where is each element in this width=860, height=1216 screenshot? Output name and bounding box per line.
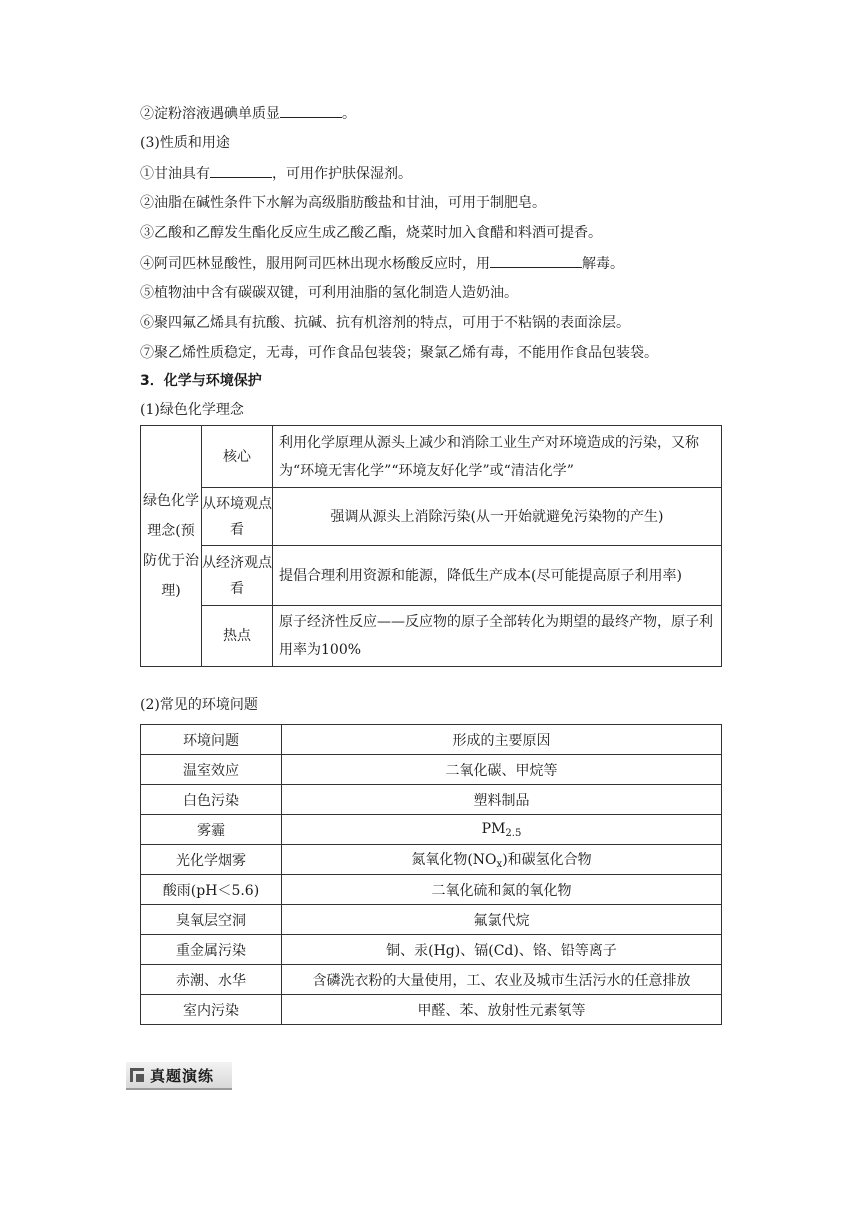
line-ptfe: ⑥聚四氟乙烯具有抗酸、抗碱、抗有机溶剂的特点，可用于不粘锅的表面涂层。 — [140, 315, 630, 331]
text: ①甘油具有 — [140, 166, 210, 182]
cause-cell: 塑料制品 — [282, 785, 722, 815]
row-value: 原子经济性反应——反应物的原子全部转化为期望的最终产物，原子利用率为100% — [273, 606, 722, 667]
row-key: 核心 — [202, 426, 273, 488]
problem-cell: 雾霾 — [141, 815, 282, 845]
text: 解毒。 — [582, 256, 624, 272]
text: 。 — [342, 106, 356, 122]
answer-blank[interactable] — [490, 253, 582, 268]
answer-blank[interactable] — [210, 163, 272, 178]
answer-blank[interactable] — [280, 103, 342, 118]
line-saponification: ②油脂在碱性条件下水解为高级脂肪酸盐和甘油，可用于制肥皂。 — [140, 195, 546, 211]
row-key: 热点 — [202, 606, 273, 667]
header-problem: 环境问题 — [141, 725, 282, 755]
text: ④阿司匹林显酸性，服用阿司匹林出现水杨酸反应时，用 — [140, 256, 490, 272]
subheading-green-chemistry: (1)绿色化学理念 — [140, 402, 244, 418]
cause-text: 氮氧化物(NO — [411, 852, 497, 868]
table-row — [141, 755, 722, 785]
table-row — [141, 815, 722, 845]
cause-cell — [282, 815, 722, 845]
line-esterification: ③乙酸和乙醇发生酯化反应生成乙酸乙酯，烧菜时加入食醋和料酒可提香。 — [140, 225, 602, 241]
table-header-row — [141, 725, 722, 755]
line-aspirin — [140, 253, 624, 274]
text: ，可用作护肤保湿剂。 — [272, 166, 412, 182]
row-value: 提倡合理利用资源和能源，降低生产成本(尽可能提高原子利用率) — [273, 546, 722, 606]
problem-cell: 赤潮、水华 — [141, 965, 282, 995]
cause-cell: 含磷洗衣粉的大量使用，工、农业及城市生活污水的任意排放 — [282, 965, 722, 995]
problem-cell: 室内污染 — [141, 995, 282, 1025]
line-vegetable-oil: ⑤植物油中含有碳碳双键，可利用油脂的氢化制造人造奶油。 — [140, 285, 518, 301]
table-row — [141, 845, 722, 875]
section-banner-title: 真题演练 — [150, 1067, 215, 1085]
subheading-env-problems: (2)常见的环境问题 — [140, 697, 258, 713]
problem-cell: 白色污染 — [141, 785, 282, 815]
cause-cell — [282, 845, 722, 875]
table-row — [141, 905, 722, 935]
row-value: 利用化学原理从源头上减少和消除工业生产对环境造成的污染，又称为“环境无害化学”“环境友好化学”或“清洁化学” — [273, 426, 722, 488]
line-glycerol — [140, 163, 412, 184]
environment-problems-table — [140, 724, 722, 1025]
cause-cell: 氟氯代烷 — [282, 905, 722, 935]
problem-cell: 温室效应 — [141, 755, 282, 785]
table-row — [141, 785, 722, 815]
section-banner — [126, 1062, 232, 1090]
text: ②淀粉溶液遇碘单质显 — [140, 106, 280, 122]
cause-cell: 甲醛、苯、放射性元素氡等 — [282, 995, 722, 1025]
cause-cell: 二氧化碳、甲烷等 — [282, 755, 722, 785]
problem-cell: 臭氧层空洞 — [141, 905, 282, 935]
row-key: 从环境观点看 — [202, 488, 273, 546]
row-value: 强调从源头上消除污染(从一开始就避免污染物的产生) — [273, 488, 722, 546]
subscript: 2.5 — [505, 827, 522, 839]
problem-cell: 重金属污染 — [141, 935, 282, 965]
problem-cell: 光化学烟雾 — [141, 845, 282, 875]
problem-cell: 酸雨(pH＜5.6) — [141, 875, 282, 905]
green-chemistry-table — [140, 425, 722, 667]
green-chemistry-label: 绿色化学理念(预防优于治理) — [141, 426, 202, 667]
cause-cell: 二氧化硫和氮的氧化物 — [282, 875, 722, 905]
section-marker-icon — [130, 1068, 144, 1082]
cause-text: PM — [481, 820, 506, 837]
line-starch-iodine — [140, 103, 356, 124]
table-row — [141, 995, 722, 1025]
line-polyethylene: ⑦聚乙烯性质稳定，无毒，可作食品包装袋；聚氯乙烯有毒，不能用作食品包装袋。 — [140, 345, 658, 361]
row-key: 从经济观点看 — [202, 546, 273, 606]
subscript: x — [496, 859, 503, 870]
table-row — [141, 935, 722, 965]
cause-text: )和碳氢化合物 — [502, 852, 592, 868]
header-cause: 形成的主要原因 — [282, 725, 722, 755]
section-heading-environment: 3．化学与环境保护 — [140, 373, 262, 389]
table-row — [141, 965, 722, 995]
heading-properties-uses: (3)性质和用途 — [140, 135, 230, 151]
table-row — [141, 875, 722, 905]
cause-cell: 铜、汞(Hg)、镉(Cd)、铬、铅等离子 — [282, 935, 722, 965]
